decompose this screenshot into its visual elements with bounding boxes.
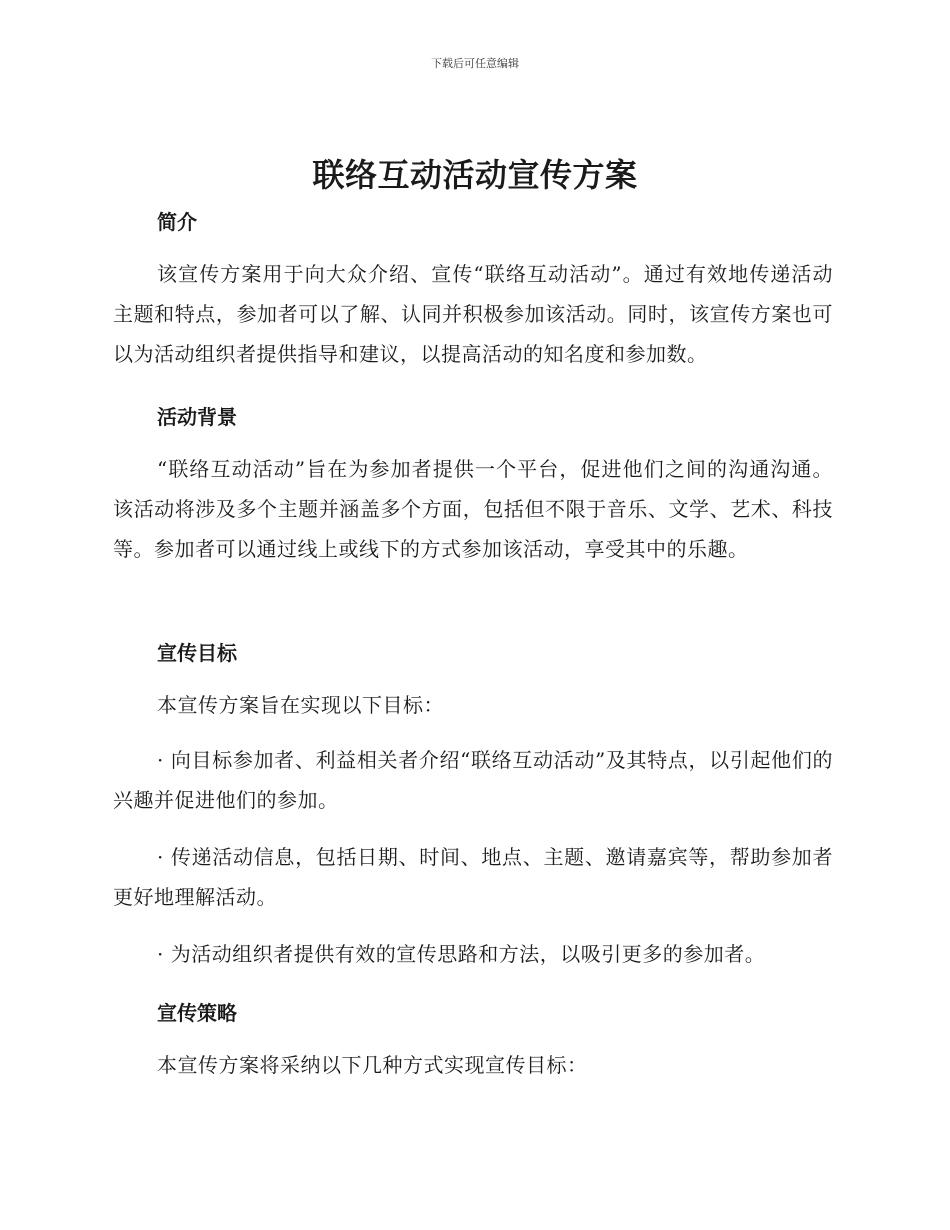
goal-item-2: · 传递活动信息，包括日期、时间、地点、主题、邀请嘉宾等，帮助参加者更好地理解活动。 <box>113 845 833 909</box>
section-heading-intro: 简介 <box>157 210 197 234</box>
strategy-intro-paragraph: 本宣传方案将采纳以下几种方式实现宣传目标： <box>157 1053 588 1077</box>
goal-item-1: · 向目标参加者、利益相关者介绍“联络互动活动”及其特点，以引起他们的兴趣并促进他们的参加。 <box>113 748 833 812</box>
intro-paragraph: 该宣传方案用于向大众介绍、宣传“联络互动活动”。通过有效地传递活动主题和特点，参加者可以了解、认同并积极参加该活动。同时，该宣传方案也可以为活动组织者提供指导和建议，以提高活动的知名度和参加数。 <box>113 262 833 366</box>
section-heading-strategy: 宣传策略 <box>157 1001 237 1025</box>
goals-intro-paragraph: 本宣传方案旨在实现以下目标： <box>157 693 444 717</box>
background-paragraph: “联络互动活动”旨在为参加者提供一个平台，促进他们之间的沟通沟通。该活动将涉及多个主题并涵盖多个方面，包括但不限于音乐、文学、艺术、科技等。参加者可以通过线上或线下的方式参加该活动，享受其中的乐趣。 <box>113 457 833 561</box>
page-header-note: 下载后可任意编辑 <box>431 57 519 70</box>
section-heading-background: 活动背景 <box>157 405 237 429</box>
section-heading-goals: 宣传目标 <box>157 641 237 665</box>
goal-item-3: · 为活动组织者提供有效的宣传思路和方法，以吸引更多的参加者。 <box>157 942 766 966</box>
document-title: 联络互动活动宣传方案 <box>312 156 638 194</box>
